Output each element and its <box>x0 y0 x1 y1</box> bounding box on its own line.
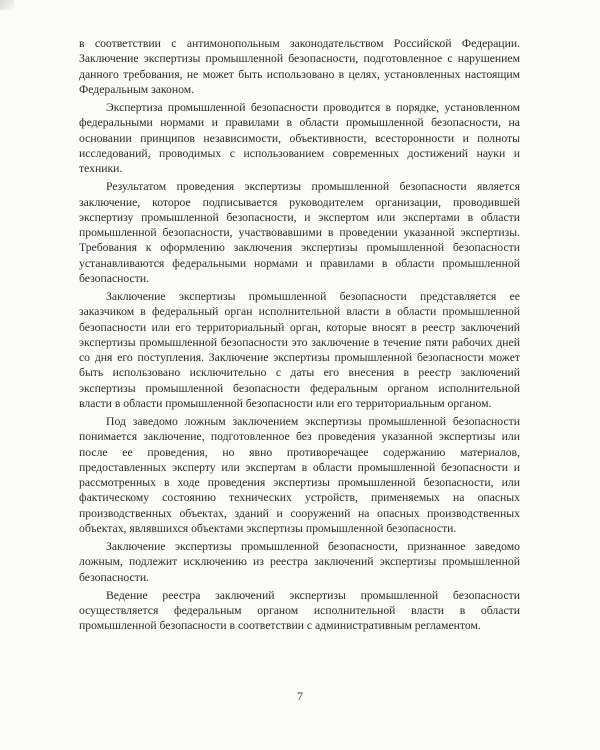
paragraph-7: Ведение реестра заключений экспертизы промышленной безопасности осуществляется федеральным органом исполнительной власти в области промышленной безопасности в соответствии с административным регламентом. <box>79 588 520 633</box>
paragraph-3: Результатом проведения экспертизы промышленной безопасности является заключение, которое подписывается руководителем организации, проводившей экспертизу промышленной безопасности, и экспертом или экспертами в области промышленной безопасности, участвовавшими в проведении указанной экспертизы. Требования к оформлению заключения экспертизы промышленной безопасности устанавливаются федеральными нормами и правилами в области промышленной безопасности. <box>79 180 520 285</box>
paragraph-6: Заключение экспертизы промышленной безопасности, признанное заведомо ложным, подлежит исключению из реестра заключений экспертизы промышленной безопасности. <box>79 540 520 584</box>
paragraph-1: в соответствии с антимонопольным законодательством Российской Федерации. Заключение экспертизы промышленной безопасности, подготовленное с нарушением данного требования, не может быть использовано в целях, установленных настоящим Федеральным законом. <box>79 37 520 96</box>
scan-corner-mark <box>0 0 14 10</box>
paragraph-4: Заключение экспертизы промышленной безопасности представляется ее заказчиком в федеральный орган исполнительной власти в области промышленной безопасности или его территориальный орган, которые вносят в реестр заключений экспертизы промышленной безопасности это заключение в течение пяти рабочих дней со дня его поступления. Заключение экспертизы промышленной безопасности может быть использовано исключительно с даты его внесения в реестр заключений экспертизы промышленной безопасности федеральным органом исполнительной власти в области промышленной безопасности или его территориальным органом. <box>79 290 520 410</box>
page-number: 7 <box>297 689 303 703</box>
body-text <box>79 36 520 637</box>
paragraph-5: Под заведомо ложным заключением экспертизы промышленной безопасности понимается заключение, подготовленное без проведения указанной экспертизы или после ее проведения, но явно противоречащее содержанию материалов, предоставленных эксперту или экспертам в области промышленной безопасности и рассмотренных в ходе проведения экспертизы промышленной безопасности, или фактическому состоянию технических устройств, применяемых на опасных производственных объектах, зданий и сооружений на опасных производственных объектах, являвшихся объектами экспертизы промышленной безопасности. <box>79 415 520 535</box>
paragraph-2: Экспертиза промышленной безопасности проводится в порядке, установленном федеральными нормами и правилами в области промышленной безопасности, на основании принципов независимости, объективности, всесторонности и полноты исследований, проводимых с использованием современных достижений науки и техники. <box>79 101 520 175</box>
